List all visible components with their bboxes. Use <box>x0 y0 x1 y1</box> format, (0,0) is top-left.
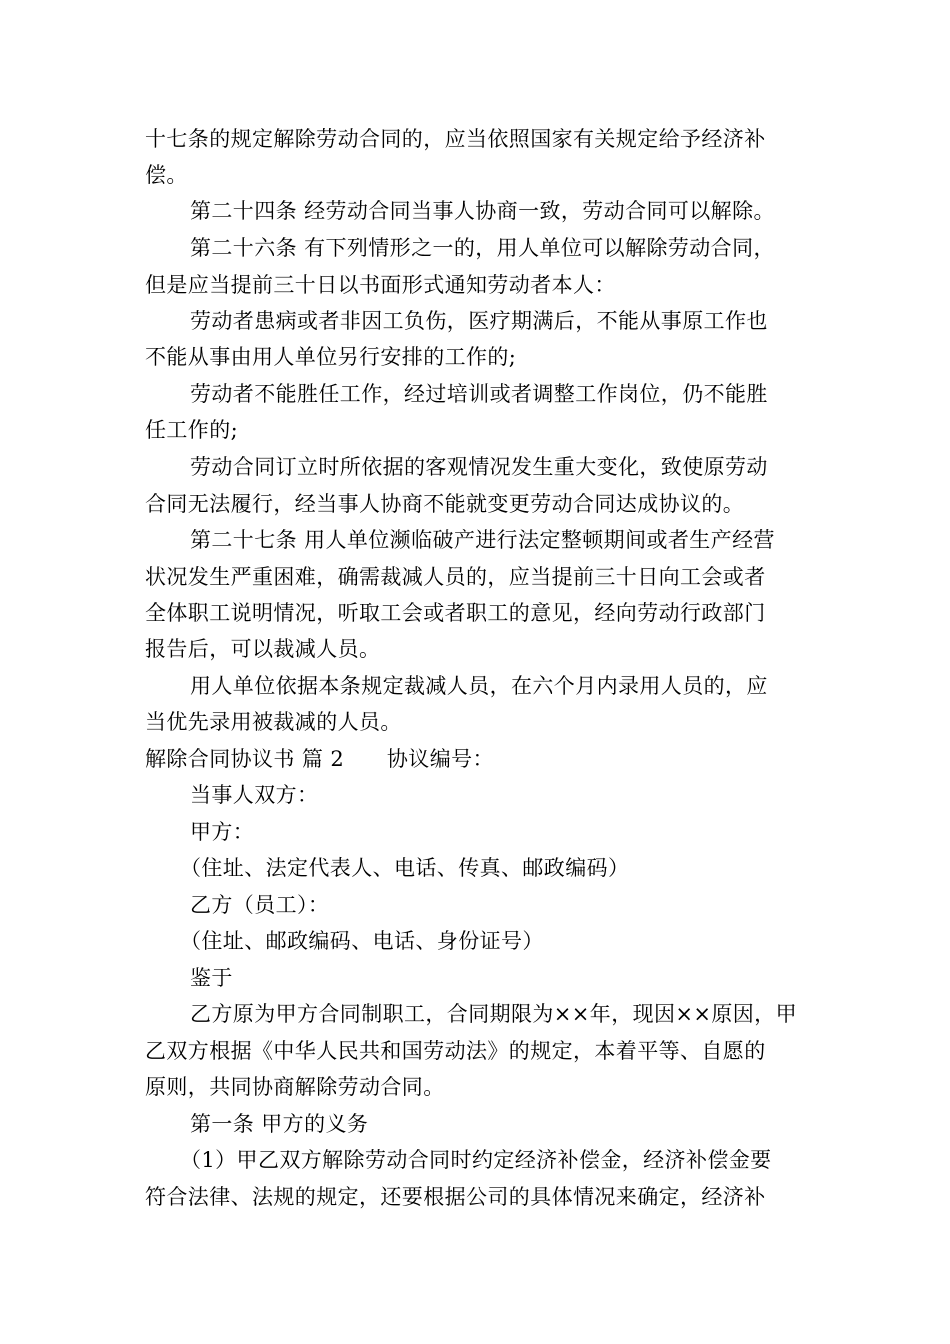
text-line: 第二十七条 用人单位濒临破产进行法定整顿期间或者生产经营 <box>190 528 775 552</box>
text-line: 不能从事由用人单位另行安排的工作的; <box>145 345 517 369</box>
text-line: 乙方原为甲方合同制职工，合同期限为××年，现因××原因，甲 <box>190 1002 797 1026</box>
text-line: 当事人双方： <box>190 783 319 807</box>
text-line: 符合法律、法规的规定，还要根据公司的具体情况来确定，经济补 <box>145 1185 766 1209</box>
text-line: 状况发生严重困难，确需裁减人员的，应当提前三十日向工会或者 <box>145 565 766 589</box>
text-line: 第一条 甲方的义务 <box>190 1112 369 1136</box>
text-line: （1）甲乙双方解除劳动合同时约定经济补偿金，经济补偿金要 <box>180 1148 772 1172</box>
text-line: 偿。 <box>145 163 188 187</box>
text-line: 十七条的规定解除劳动合同的，应当依照国家有关规定给予经济补 <box>145 127 766 151</box>
section-heading: 解除合同协议书 篇 2 协议编号： <box>145 747 494 771</box>
text-line: 用人单位依据本条规定裁减人员，在六个月内录用人员的，应 <box>190 674 768 698</box>
text-line: 甲方： <box>190 820 255 844</box>
text-line: 劳动者患病或者非因工负伤，医疗期满后，不能从事原工作也 <box>190 309 768 333</box>
text-line: 合同无法履行，经当事人协商不能就变更劳动合同达成协议的。 <box>145 492 745 516</box>
text-line: 原则，共同协商解除劳动合同。 <box>145 1075 445 1099</box>
text-line: （住址、邮政编码、电话、身份证号） <box>180 929 544 953</box>
text-line: 劳动合同订立时所依据的客观情况发生重大变化，致使原劳动 <box>190 455 768 479</box>
text-line: 第二十四条 经劳动合同当事人协商一致，劳动合同可以解除。 <box>190 199 775 223</box>
text-line: 全体职工说明情况，听取工会或者职工的意见，经向劳动行政部门 <box>145 601 766 625</box>
text-line: 当优先录用被裁减的人员。 <box>145 710 402 734</box>
text-line: 乙方（员工）： <box>190 893 330 917</box>
text-line: （住址、法定代表人、电话、传真、邮政编码） <box>180 856 630 880</box>
text-line: 但是应当提前三十日以书面形式通知劳动者本人： <box>145 273 616 297</box>
text-line: 劳动者不能胜任工作，经过培训或者调整工作岗位，仍不能胜 <box>190 382 768 406</box>
text-line: 任工作的; <box>145 418 239 442</box>
text-line: 鉴于 <box>190 966 233 990</box>
text-line: 报告后，可以裁减人员。 <box>145 637 381 661</box>
text-line: 乙双方根据《中华人民共和国劳动法》的规定，本着平等、自愿的 <box>145 1039 766 1063</box>
text-line: 第二十六条 有下列情形之一的，用人单位可以解除劳动合同， <box>190 236 775 260</box>
